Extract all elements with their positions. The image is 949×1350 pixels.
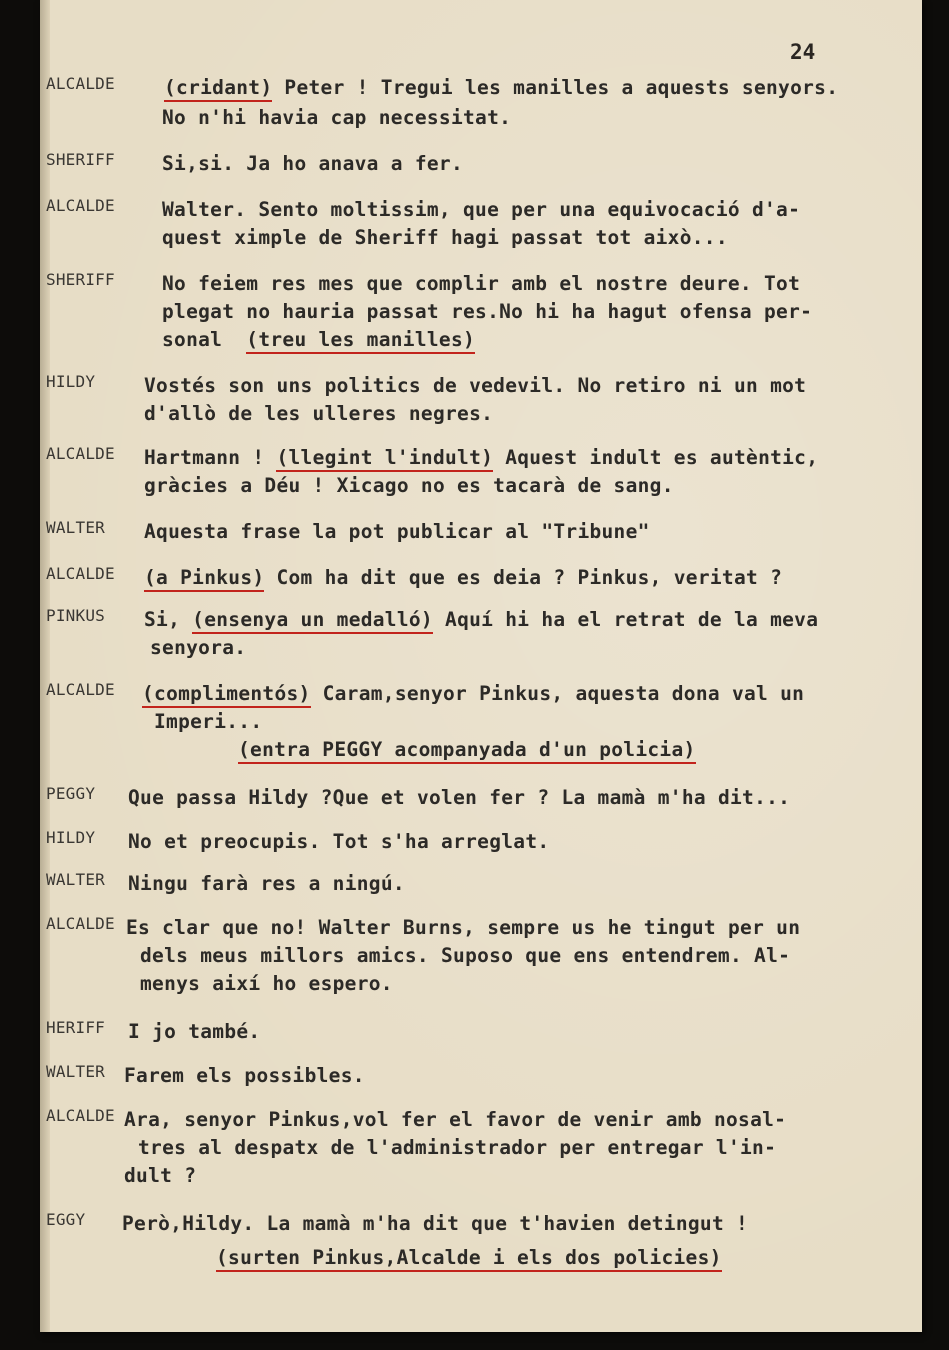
speaker-label: HERIFF xyxy=(46,1018,105,1037)
line-text: No feiem res mes que complir amb el nostre deure. Tot xyxy=(162,272,801,295)
speaker-label: ALCALDE xyxy=(46,444,115,463)
line-text: Ara, senyor Pinkus,vol fer el favor de venir amb nosal- xyxy=(124,1108,787,1131)
line-text: Imperi... xyxy=(154,710,263,733)
speaker-label: WALTER xyxy=(46,1062,105,1081)
dialogue-line xyxy=(150,636,246,659)
dialogue-line xyxy=(124,1108,786,1131)
line-text: Aquesta frase la pot publicar al "Tribune" xyxy=(144,520,650,543)
dialogue-line xyxy=(144,566,782,589)
dialogue-line xyxy=(142,682,804,705)
stage-direction: (ensenya un medalló) xyxy=(192,608,433,634)
dialogue-line xyxy=(144,608,818,631)
dialogue-line xyxy=(124,1164,196,1187)
speaker-label: WALTER xyxy=(46,518,105,537)
line-text: dels meus millors amics. Suposo que ens entendrem. Al- xyxy=(140,944,791,967)
dialogue-line xyxy=(140,944,790,967)
stage-direction: (entra PEGGY acompanyada d'un policia) xyxy=(238,738,696,764)
line-text: Si,si. Ja ho anava a fer. xyxy=(162,152,463,175)
line-text: Aquest indult es autèntic, xyxy=(493,446,819,469)
dialogue-line xyxy=(162,106,511,129)
dialogue-line xyxy=(128,786,790,809)
dialogue-line xyxy=(144,520,650,543)
stage-direction: (llegint l'indult) xyxy=(276,446,493,472)
dialogue-line xyxy=(128,1020,260,1043)
speaker-label: EGGY xyxy=(46,1210,86,1229)
line-text: Si, xyxy=(144,608,193,631)
dialogue-line xyxy=(144,474,674,497)
dialogue-line xyxy=(164,76,838,99)
line-text: No n'hi havia cap necessitat. xyxy=(162,106,512,129)
line-text: gràcies a Déu ! Xicago no es tacarà de sang. xyxy=(144,474,674,497)
dialogue-line xyxy=(154,710,262,733)
speaker-label: ALCALDE xyxy=(46,196,115,215)
line-text: senyora. xyxy=(150,636,247,659)
dialogue-line xyxy=(216,1246,722,1269)
dialogue-line xyxy=(138,1136,776,1159)
script-page xyxy=(40,0,922,1332)
stage-direction: (complimentós) xyxy=(142,682,311,708)
speaker-label: SHERIFF xyxy=(46,150,115,169)
dialogue-line xyxy=(140,972,393,995)
stage-direction: (surten Pinkus,Alcalde i els dos policies) xyxy=(216,1246,722,1272)
dialogue-line xyxy=(162,226,728,249)
dialogue-line xyxy=(162,272,800,295)
line-text: sonal xyxy=(162,328,247,351)
dialogue-line xyxy=(126,916,800,939)
line-text: Caram,senyor Pinkus, aquesta dona val un xyxy=(310,682,805,705)
speaker-label: ALCALDE xyxy=(46,74,115,93)
line-text: Es clar que no! Walter Burns, sempre us he tingut per un xyxy=(126,916,801,939)
dialogue-line xyxy=(162,152,463,175)
stage-direction: (a Pinkus) xyxy=(144,566,264,592)
speaker-label: ALCALDE xyxy=(46,680,115,699)
line-text: Aquí hi ha el retrat de la meva xyxy=(432,608,819,631)
line-text: tres al despatx de l'administrador per entregar l'in- xyxy=(138,1136,777,1159)
line-text: Però,Hildy. La mamà m'ha dit que t'havien detingut ! xyxy=(122,1212,749,1235)
line-text: Vostés son uns politics de vedevil. No retiro ni un mot xyxy=(144,374,807,397)
speaker-label: HILDY xyxy=(46,828,96,847)
line-text: Farem els possibles. xyxy=(124,1064,365,1087)
speaker-label: PEGGY xyxy=(46,784,96,803)
dialogue-line xyxy=(144,402,493,425)
speaker-label: ALCALDE xyxy=(46,1106,115,1125)
line-text: d'allò de les ulleres negres. xyxy=(144,402,494,425)
line-text: dult ? xyxy=(124,1164,197,1187)
dialogue-line xyxy=(238,738,696,761)
dialogue-line xyxy=(128,830,549,853)
line-text: No et preocupis. Tot s'ha arreglat. xyxy=(128,830,550,853)
speaker-label: SHERIFF xyxy=(46,270,115,289)
dialogue-line xyxy=(128,872,405,895)
line-text: Que passa Hildy ?Que et volen fer ? La mamà m'ha dit... xyxy=(128,786,791,809)
dialogue-line xyxy=(122,1212,748,1235)
line-text: Walter. Sento moltissim, que per una equivocació d'a- xyxy=(162,198,801,221)
stage-direction: (cridant) xyxy=(164,76,272,102)
speaker-label: WALTER xyxy=(46,870,105,889)
line-text: Peter ! Tregui les manilles a aquests senyors. xyxy=(272,76,839,99)
speaker-label: PINKUS xyxy=(46,606,105,625)
dialogue-line xyxy=(144,374,806,397)
line-text: menys així ho espero. xyxy=(140,972,393,995)
line-text: I jo també. xyxy=(128,1020,261,1043)
stage-direction: (treu les manilles) xyxy=(246,328,475,354)
line-text: Ningu farà res a ningú. xyxy=(128,872,405,895)
line-text: Com ha dit que es deia ? Pinkus, veritat ? xyxy=(264,566,783,589)
dialogue-line xyxy=(162,328,475,351)
speaker-label: ALCALDE xyxy=(46,564,115,583)
dialogue-line xyxy=(162,198,800,221)
speaker-label: ALCALDE xyxy=(46,914,115,933)
dialogue-line xyxy=(162,300,812,323)
line-text: quest ximple de Sheriff hagi passat tot això... xyxy=(162,226,728,249)
dialogue-line xyxy=(124,1064,365,1087)
dialogue-line xyxy=(144,446,818,469)
line-text: Hartmann ! xyxy=(144,446,277,469)
line-text: plegat no hauria passat res.No hi ha hagut ofensa per- xyxy=(162,300,813,323)
speaker-label: HILDY xyxy=(46,372,96,391)
page-number: 24 xyxy=(790,40,816,64)
